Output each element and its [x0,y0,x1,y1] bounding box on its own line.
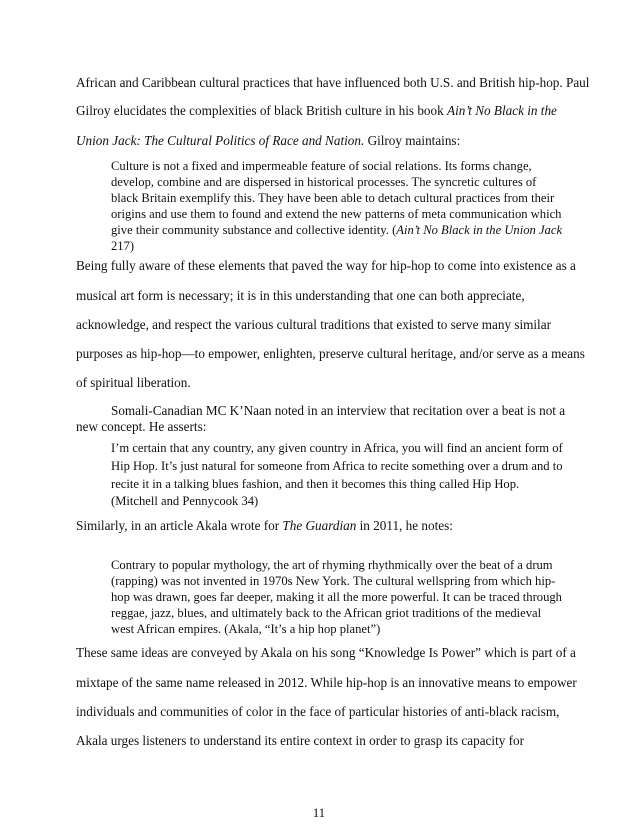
body-text-line: purposes as hip-hop—to empower, enlighten, preserve cultural heritage, and/or serve as a means [76,346,585,361]
block-quote-line: (rapping) was not invented in 1970s New York. The cultural wellspring from which hip- [111,574,556,588]
body-text-line: Being fully aware of these elements that paved the way for hip-hop to come into existence as a [76,258,576,273]
block-quote-line: give their community substance and collective identity. (Ain’t No Black in the Union Jack [111,223,563,237]
body-text-line: mixtape of the same name released in 2012. While hip-hop is an innovative means to empower [76,675,577,690]
block-quote-line: Hip Hop. It’s just natural for someone from Africa to recite something over a drum and to [111,459,563,473]
block-quote-line: I’m certain that any country, any given country in Africa, you will find an ancient form of [111,441,563,455]
body-text-line: Union Jack: The Cultural Politics of Race and Nation. Gilroy maintains: [76,133,461,148]
body-text-line: Somali-Canadian MC K’Naan noted in an interview that recitation over a beat is not a [111,403,566,418]
body-text-line: acknowledge, and respect the various cultural traditions that existed to serve many similar [76,317,551,332]
body-text-line: Akala urges listeners to understand its entire context in order to grasp its capacity for [76,733,525,748]
block-quote-line: 217) [111,239,135,253]
block-quote-line: black Britain exemplify this. They have been able to detach cultural practices from their [111,191,555,205]
body-text-line: These same ideas are conveyed by Akala on his song “Knowledge Is Power” which is part of a [76,645,576,660]
book-title: Union Jack: The Cultural Politics of Race and Nation. [76,133,365,148]
body-text-line: Similarly, in an article Akala wrote for The Guardian in 2011, he notes: [76,518,453,533]
block-quote-line: develop, combine and are dispersed in historical processes. The syncretic cultures of [111,175,537,189]
book-title: Ain’t No Black in the Union Jack [396,223,563,237]
publication-title: The Guardian [282,518,357,533]
block-quote-line: recite it in a talking blues fashion, and then it becomes this thing called Hip Hop. [111,477,520,491]
block-quote-line: (Mitchell and Pennycook 34) [111,494,259,508]
book-title: Ain’t No Black in the [447,103,557,118]
body-text-line: Gilroy elucidates the complexities of black British culture in his book Ain’t No Black in the [76,103,557,118]
body-text-line: African and Caribbean cultural practices that have influenced both U.S. and British hip-hop. Paul [76,75,590,90]
block-quote-line: hop was drawn, goes far deeper, making it all the more powerful. It can be traced through [111,590,562,604]
body-text-line: new concept. He asserts: [76,419,207,434]
page-number: 11 [312,806,326,820]
body-text-line: of spiritual liberation. [76,375,191,390]
body-text-line: musical art form is necessary; it is in this understanding that one can both appreciate, [76,288,525,303]
block-quote-line: Culture is not a fixed and impermeable feature of social relations. Its forms change, [111,159,532,173]
block-quote-line: reggae, jazz, blues, and ultimately back to the African griot traditions of the medieval [111,606,542,620]
block-quote-line: west African empires. (Akala, “It’s a hip hop planet”) [111,622,381,636]
block-quote-line: origins and use them to found and extend the new patterns of meta communication which [111,207,562,221]
block-quote-line: Contrary to popular mythology, the art of rhyming rhythmically over the beat of a drum [111,558,553,572]
body-text-line: individuals and communities of color in the face of particular histories of anti-black racism, [76,704,560,719]
